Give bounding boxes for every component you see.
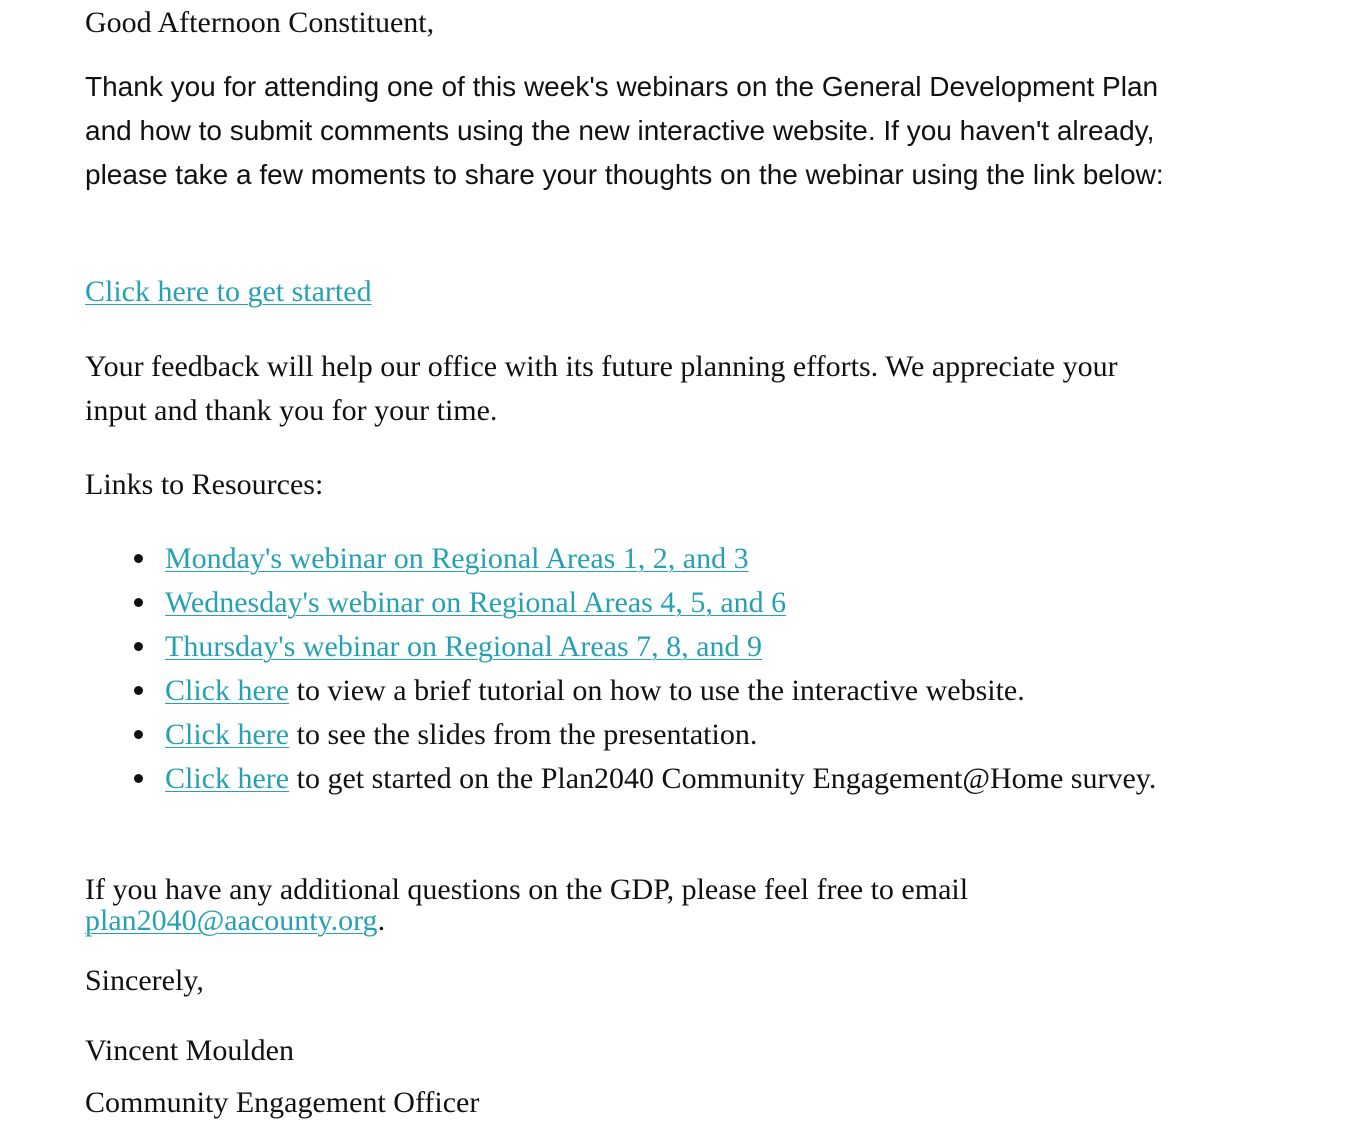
monday-webinar-link[interactable]: Monday's webinar on Regional Areas 1, 2, and 3 [165,542,749,575]
bullet-icon [134,730,143,739]
resource-list [85,537,1275,801]
resource-item-tutorial [165,669,1275,713]
slides-link[interactable]: Click here [165,718,290,751]
bullet-icon [134,554,143,563]
resource-item-text: to view a brief tutorial on how to use the interactive website. [289,674,1025,707]
resource-item-thursday-webinar [165,625,1275,669]
questions-end: . [377,904,386,937]
bullet-icon [134,774,143,783]
resource-item-monday-webinar [165,537,1275,581]
bullet-icon [134,686,143,695]
resource-item-slides [165,713,1275,757]
bullet-icon [134,642,143,651]
wednesday-webinar-link[interactable]: Wednesday's webinar on Regional Areas 4, 5, and 6 [165,586,787,619]
questions-paragraph [85,874,1195,936]
bullet-icon [134,598,143,607]
questions-text: If you have any additional questions on the GDP, please feel free to email [85,873,969,906]
resource-item-wednesday-webinar [165,581,1275,625]
resources-heading: Links to Resources: [85,468,324,501]
intro-paragraph: Thank you for attending one of this week's webinars on the General Development Plan and how to submit comments using the new interactive website. If you haven't already, please take a few moments to share your thoughts on the webinar using the link below: [85,71,1164,190]
tutorial-link[interactable]: Click here [165,674,290,707]
signoff: Sincerely, [85,964,204,997]
feedback-paragraph: Your feedback will help our office with its future planning efforts. We appreciate your input and thank you for your time. [85,350,1118,427]
thursday-webinar-link[interactable]: Thursday's webinar on Regional Areas 7, 8, and 9 [165,630,762,663]
greeting: Good Afternoon Constituent, [85,6,435,39]
sender-name: Vincent Moulden [85,1034,294,1067]
get-started-link[interactable]: Click here to get started [85,275,372,308]
resource-item-text: to see the slides from the presentation. [289,718,758,751]
resource-item-text: to get started on the Plan2040 Community Engagement@Home survey. [289,762,1157,795]
email-address-link[interactable]: plan2040@aacounty.org [85,904,378,937]
survey-link[interactable]: Click here [165,762,290,795]
resource-item-survey [165,757,1275,801]
cta-paragraph [85,270,372,314]
sender-title: Community Engagement Officer [85,1086,480,1119]
